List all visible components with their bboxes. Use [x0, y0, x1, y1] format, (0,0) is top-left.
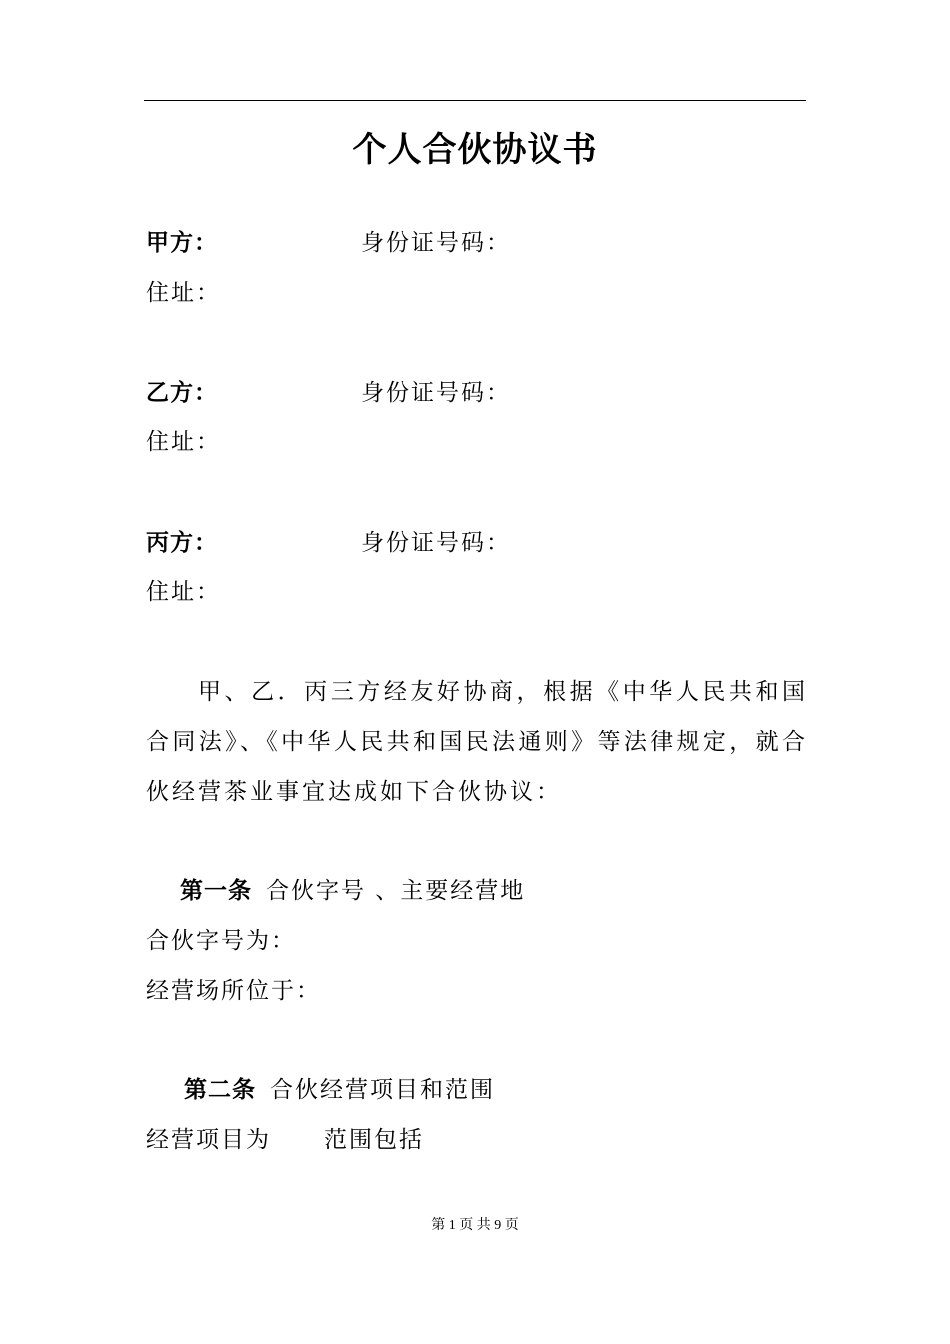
document-title: 个人合伙协议书 [352, 130, 598, 170]
party-b-id-label: 身份证号码： [361, 380, 511, 406]
party-a-address-label: 住址： [146, 280, 221, 306]
party-c-label: 丙方： [146, 530, 218, 556]
article-2-heading [184, 1075, 495, 1105]
article-2-number: 第二条 [184, 1077, 256, 1103]
party-a-id-label: 身份证号码： [361, 230, 511, 256]
article-1-heading [180, 876, 525, 906]
party-c-address-label: 住址： [146, 579, 221, 605]
intro-paragraph: 甲、乙．丙三方经友好协商，根据《中华人民共和国合同法》、《中华人民共和国民法通则》等法律规定，就合伙经营茶业事宜达成如下合伙协议： [146, 679, 808, 805]
article-1-line-2: 经营场所位于： [146, 978, 321, 1004]
page-footer: 第 1 页 共 9 页 [431, 1218, 519, 1233]
article-2-project-label: 经营项目为 [146, 1127, 271, 1153]
article-2-scope-label: 范围包括 [324, 1127, 424, 1153]
article-2-title: 合伙经营项目和范围 [270, 1077, 495, 1103]
party-c-id-label: 身份证号码： [361, 530, 511, 556]
article-1-title: 合伙字号 、主要经营地 [266, 878, 526, 904]
header-rule [144, 100, 806, 101]
party-a-label: 甲方： [146, 230, 218, 256]
article-1-number: 第一条 [180, 878, 252, 904]
article-1-line-1: 合伙字号为： [146, 928, 296, 954]
party-b-label: 乙方： [146, 380, 218, 406]
party-b-address-label: 住址： [146, 429, 221, 455]
